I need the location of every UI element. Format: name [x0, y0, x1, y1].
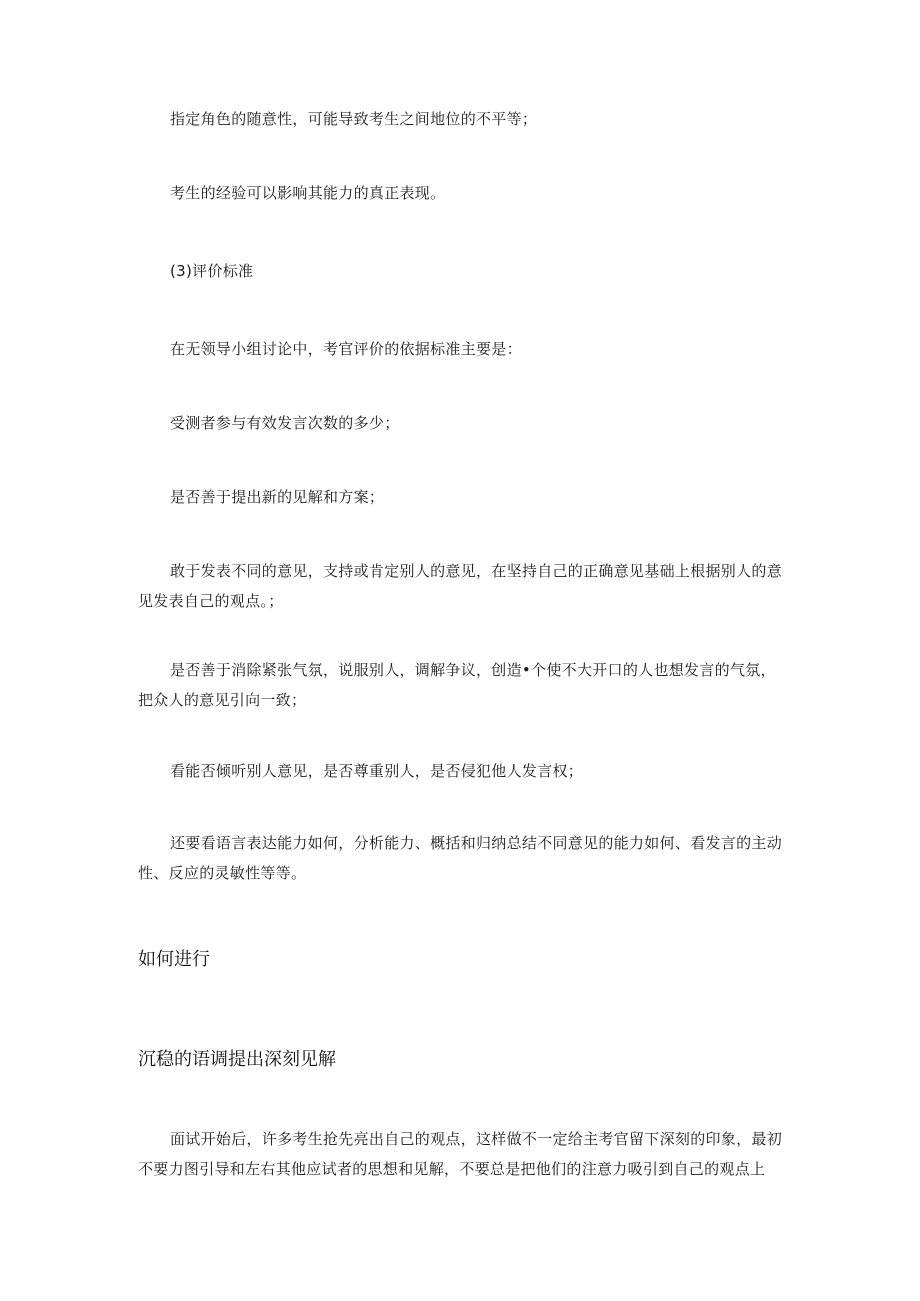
paragraph-criterion-new-ideas: 是否善于提出新的见解和方案；	[170, 488, 385, 506]
paragraph-criterion-participation: 受测者参与有效发言次数的多少；	[170, 414, 400, 432]
section-heading-how-to-proceed: 如何进行	[138, 949, 210, 970]
paragraph-criterion-atmosphere: 是否善于消除紧张气氛，说服别人，调解争议，创造•个使不大开口的人也想发言的气氛，把众人的意见引向一致；	[138, 661, 776, 709]
paragraph-criterion-opinions: 敢于发表不同的意见，支持或肯定别人的意见，在坚持自己的正确意见基础上根据别人的意见发表自己的观点。；	[138, 562, 783, 610]
paragraph-role-randomness: 指定角色的随意性，可能导致考生之间地位的不平等；	[170, 110, 538, 128]
subheading-evaluation-criteria: (3)评价标准	[170, 262, 254, 280]
paragraph-criteria-intro: 在无领导小组讨论中，考官评价的依据标准主要是：	[170, 340, 522, 358]
paragraph-criterion-listening: 看能否倾听别人意见，是否尊重别人，是否侵犯他人发言权；	[170, 762, 584, 780]
paragraph-interview-start: 面试开始后，许多考生抢先亮出自己的观点，这样做不一定给主考官留下深刻的印象，最初不要力图引导和左右其他应试者的思想和见解，不要总是把他们的注意力吸引到自己的观点上	[138, 1130, 783, 1178]
paragraph-experience: 考生的经验可以影响其能力的真正表现。	[170, 184, 446, 202]
paragraph-criterion-expression: 还要看语言表达能力如何，分析能力、概括和归纳总结不同意见的能力如何、看发言的主动性、反应的灵敏性等等。	[138, 834, 783, 882]
section-heading-calm-tone: 沉稳的语调提出深刻见解	[138, 1049, 336, 1070]
